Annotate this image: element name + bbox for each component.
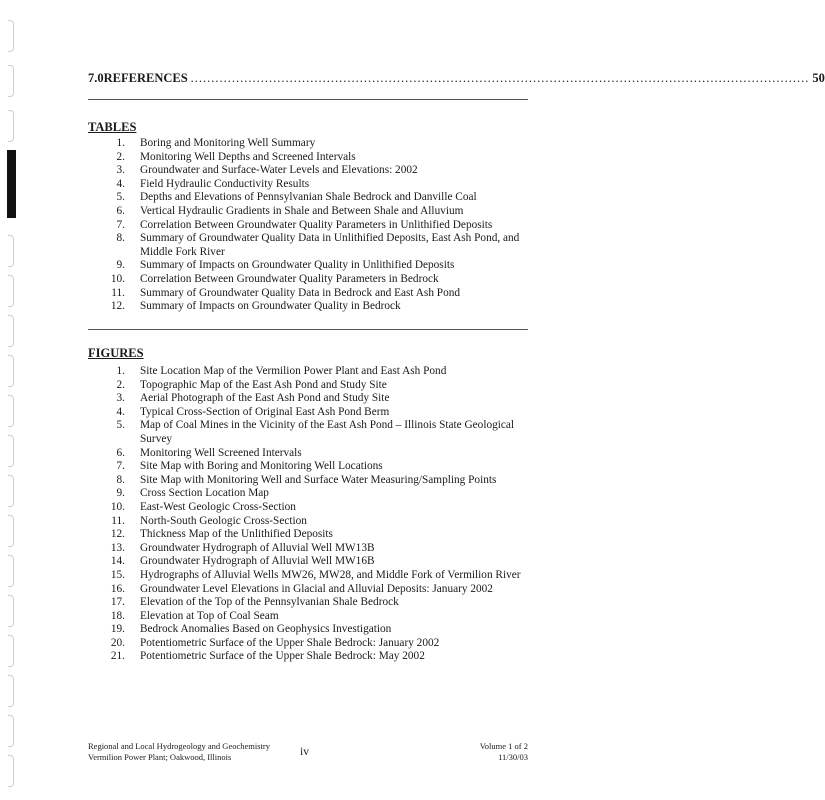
table-list-item — [88, 259, 538, 273]
binder-tab-marker — [7, 150, 16, 218]
item-number: 1. — [116, 137, 125, 149]
footer-page-number: iv — [300, 746, 309, 758]
figure-list-item — [88, 623, 538, 637]
item-number: 18. — [110, 609, 125, 622]
item-number: 2. — [116, 378, 125, 391]
figure-list-item — [88, 406, 538, 420]
item-title: Topographic Map of the East Ash Pond and Study Site — [140, 378, 387, 391]
item-number: 8. — [116, 473, 125, 486]
figure-list-item — [88, 610, 538, 624]
item-title: Vertical Hydraulic Gradients in Shale and Between Shale and Alluvium — [140, 204, 464, 217]
item-title: Correlation Between Groundwater Quality Parameters in Unlithified Deposits — [140, 218, 493, 231]
item-title: Potentiometric Surface of the Upper Shale Bedrock: January 2002 — [140, 636, 440, 649]
figure-list-item — [88, 637, 538, 651]
binder-hole — [8, 675, 14, 707]
item-title: Field Hydraulic Conductivity Results — [140, 177, 310, 190]
binder-hole — [8, 355, 14, 387]
binder-hole — [8, 715, 14, 747]
item-title: Map of Coal Mines in the Vicinity of the East Ash Pond – Illinois State Geological Survey — [140, 419, 515, 445]
item-number: 2. — [116, 150, 125, 163]
table-list-item — [88, 137, 538, 151]
item-title: Site Location Map of the Vermilion Power Plant and East Ash Pond — [140, 365, 447, 377]
toc-page-number: 50 — [812, 71, 825, 85]
item-number: 10. — [110, 500, 125, 513]
binder-hole — [8, 755, 14, 787]
item-title: Groundwater Level Elevations in Glacial and Alluvial Deposits: January 2002 — [140, 582, 493, 595]
item-number: 9. — [116, 259, 125, 272]
item-number: 19. — [110, 623, 125, 636]
toc-title: REFERENCES — [103, 71, 188, 85]
item-title: East-West Geologic Cross-Section — [140, 500, 296, 513]
figure-list-item — [88, 583, 538, 597]
item-number: 7. — [116, 218, 125, 231]
binder-hole — [8, 435, 14, 467]
binder-hole — [8, 275, 14, 307]
item-number: 21. — [110, 650, 125, 663]
item-number: 6. — [116, 204, 125, 217]
table-list-item — [88, 219, 538, 233]
figure-list-item — [88, 515, 538, 529]
item-title: Elevation of the Top of the Pennsylvanian Shale Bedrock — [140, 596, 399, 609]
item-number: 10. — [110, 272, 125, 285]
tables-list — [88, 137, 538, 314]
section-divider — [88, 329, 528, 330]
item-number: 13. — [110, 541, 125, 554]
item-number: 15. — [110, 568, 125, 581]
table-list-item — [88, 300, 538, 314]
figure-list-item — [88, 379, 538, 393]
figure-list-item — [88, 542, 538, 556]
figure-list-item — [88, 365, 538, 379]
figure-list-item — [88, 392, 538, 406]
item-number: 12. — [110, 300, 125, 313]
footer-right — [480, 741, 528, 763]
item-title: Monitoring Well Screened Intervals — [140, 446, 302, 459]
item-title: Boring and Monitoring Well Summary — [140, 137, 316, 149]
item-number: 12. — [110, 528, 125, 541]
item-number: 20. — [110, 636, 125, 649]
item-number: 9. — [116, 487, 125, 500]
item-title: Potentiometric Surface of the Upper Shale Bedrock: May 2002 — [140, 650, 425, 663]
figure-list-item — [88, 487, 538, 501]
figure-list-item — [88, 650, 538, 664]
item-title: Summary of Impacts on Groundwater Quality in Bedrock — [140, 300, 401, 313]
figure-list-item — [88, 447, 538, 461]
item-title: Summary of Groundwater Quality Data in Bedrock and East Ash Pond — [140, 286, 461, 299]
table-list-item — [88, 178, 538, 192]
figure-list-item — [88, 460, 538, 474]
figures-heading: FIGURES — [88, 346, 144, 360]
table-list-item — [88, 191, 538, 205]
binder-hole — [8, 65, 14, 97]
figures-list — [88, 365, 538, 664]
item-title: Hydrographs of Alluvial Wells MW26, MW28, and Middle Fork of Vermilion River — [140, 568, 521, 581]
item-title: Summary of Impacts on Groundwater Quality in Unlithified Deposits — [140, 259, 455, 272]
item-number: 11. — [111, 514, 125, 527]
item-title: Summary of Groundwater Quality Data in Unlithified Deposits, East Ash Pond, and Middle Fork River — [140, 232, 520, 258]
item-title: Groundwater and Surface-Water Levels and Elevations: 2002 — [140, 164, 418, 177]
binder-hole — [8, 110, 14, 142]
item-number: 3. — [116, 164, 125, 177]
item-number: 8. — [116, 232, 125, 245]
item-number: 3. — [116, 392, 125, 405]
table-list-item — [88, 205, 538, 219]
footer-site-name: Vermilion Power Plant; Oakwood, Illinois — [88, 752, 232, 762]
tables-heading: TABLES — [88, 120, 137, 134]
figure-list-item — [88, 528, 538, 542]
item-number: 11. — [111, 286, 125, 299]
item-number: 16. — [110, 582, 125, 595]
item-title: Thickness Map of the Unlithified Deposits — [140, 528, 333, 541]
footer-report-title: Regional and Local Hydrogeology and Geochemistry — [88, 741, 270, 751]
toc-entry-references — [88, 71, 825, 86]
section-divider — [88, 99, 528, 100]
toc-number: 7.0 — [88, 71, 104, 85]
footer-date: 11/30/03 — [498, 752, 528, 762]
item-title: Cross Section Location Map — [140, 487, 269, 500]
item-number: 1. — [116, 365, 125, 377]
item-number: 4. — [116, 405, 125, 418]
item-number: 6. — [116, 446, 125, 459]
item-title: Groundwater Hydrograph of Alluvial Well MW16B — [140, 555, 375, 568]
footer-volume: Volume 1 of 2 — [479, 741, 528, 751]
table-list-item — [88, 151, 538, 165]
item-number: 17. — [110, 596, 125, 609]
figure-list-item — [88, 474, 538, 488]
item-title: Typical Cross-Section of Original East Ash Pond Berm — [140, 405, 390, 418]
binder-hole — [8, 595, 14, 627]
item-number: 5. — [116, 419, 125, 432]
table-list-item — [88, 164, 538, 178]
figure-list-item — [88, 596, 538, 610]
toc-leader-dots: ...................................................................................................................................................... — [190, 71, 810, 85]
figure-list-item — [88, 501, 538, 515]
item-number: 7. — [116, 460, 125, 473]
figure-list-item — [88, 569, 538, 583]
footer-left — [88, 741, 270, 763]
binder-hole — [8, 20, 14, 52]
binder-hole — [8, 635, 14, 667]
binder-hole — [8, 315, 14, 347]
table-list-item — [88, 287, 538, 301]
binder-edge — [0, 0, 24, 800]
item-title: Monitoring Well Depths and Screened Intervals — [140, 150, 356, 163]
item-title: Elevation at Top of Coal Seam — [140, 609, 279, 622]
table-list-item — [88, 232, 538, 259]
binder-hole — [8, 475, 14, 507]
item-title: Depths and Elevations of Pennsylvanian Shale Bedrock and Danville Coal — [140, 191, 477, 204]
table-list-item — [88, 273, 538, 287]
binder-hole — [8, 235, 14, 267]
figure-list-item — [88, 555, 538, 569]
item-title: Bedrock Anomalies Based on Geophysics Investigation — [140, 623, 392, 636]
binder-hole — [8, 515, 14, 547]
binder-hole — [8, 395, 14, 427]
item-title: North-South Geologic Cross-Section — [140, 514, 307, 527]
item-title: Site Map with Boring and Monitoring Well Locations — [140, 460, 383, 473]
item-title: Groundwater Hydrograph of Alluvial Well MW13B — [140, 541, 375, 554]
binder-hole — [8, 555, 14, 587]
item-title: Correlation Between Groundwater Quality Parameters in Bedrock — [140, 272, 439, 285]
item-number: 14. — [110, 555, 125, 568]
item-title: Site Map with Monitoring Well and Surface Water Measuring/Sampling Points — [140, 473, 497, 486]
item-number: 4. — [116, 177, 125, 190]
figure-list-item — [88, 419, 538, 446]
item-number: 5. — [116, 191, 125, 204]
item-title: Aerial Photograph of the East Ash Pond and Study Site — [140, 392, 390, 405]
